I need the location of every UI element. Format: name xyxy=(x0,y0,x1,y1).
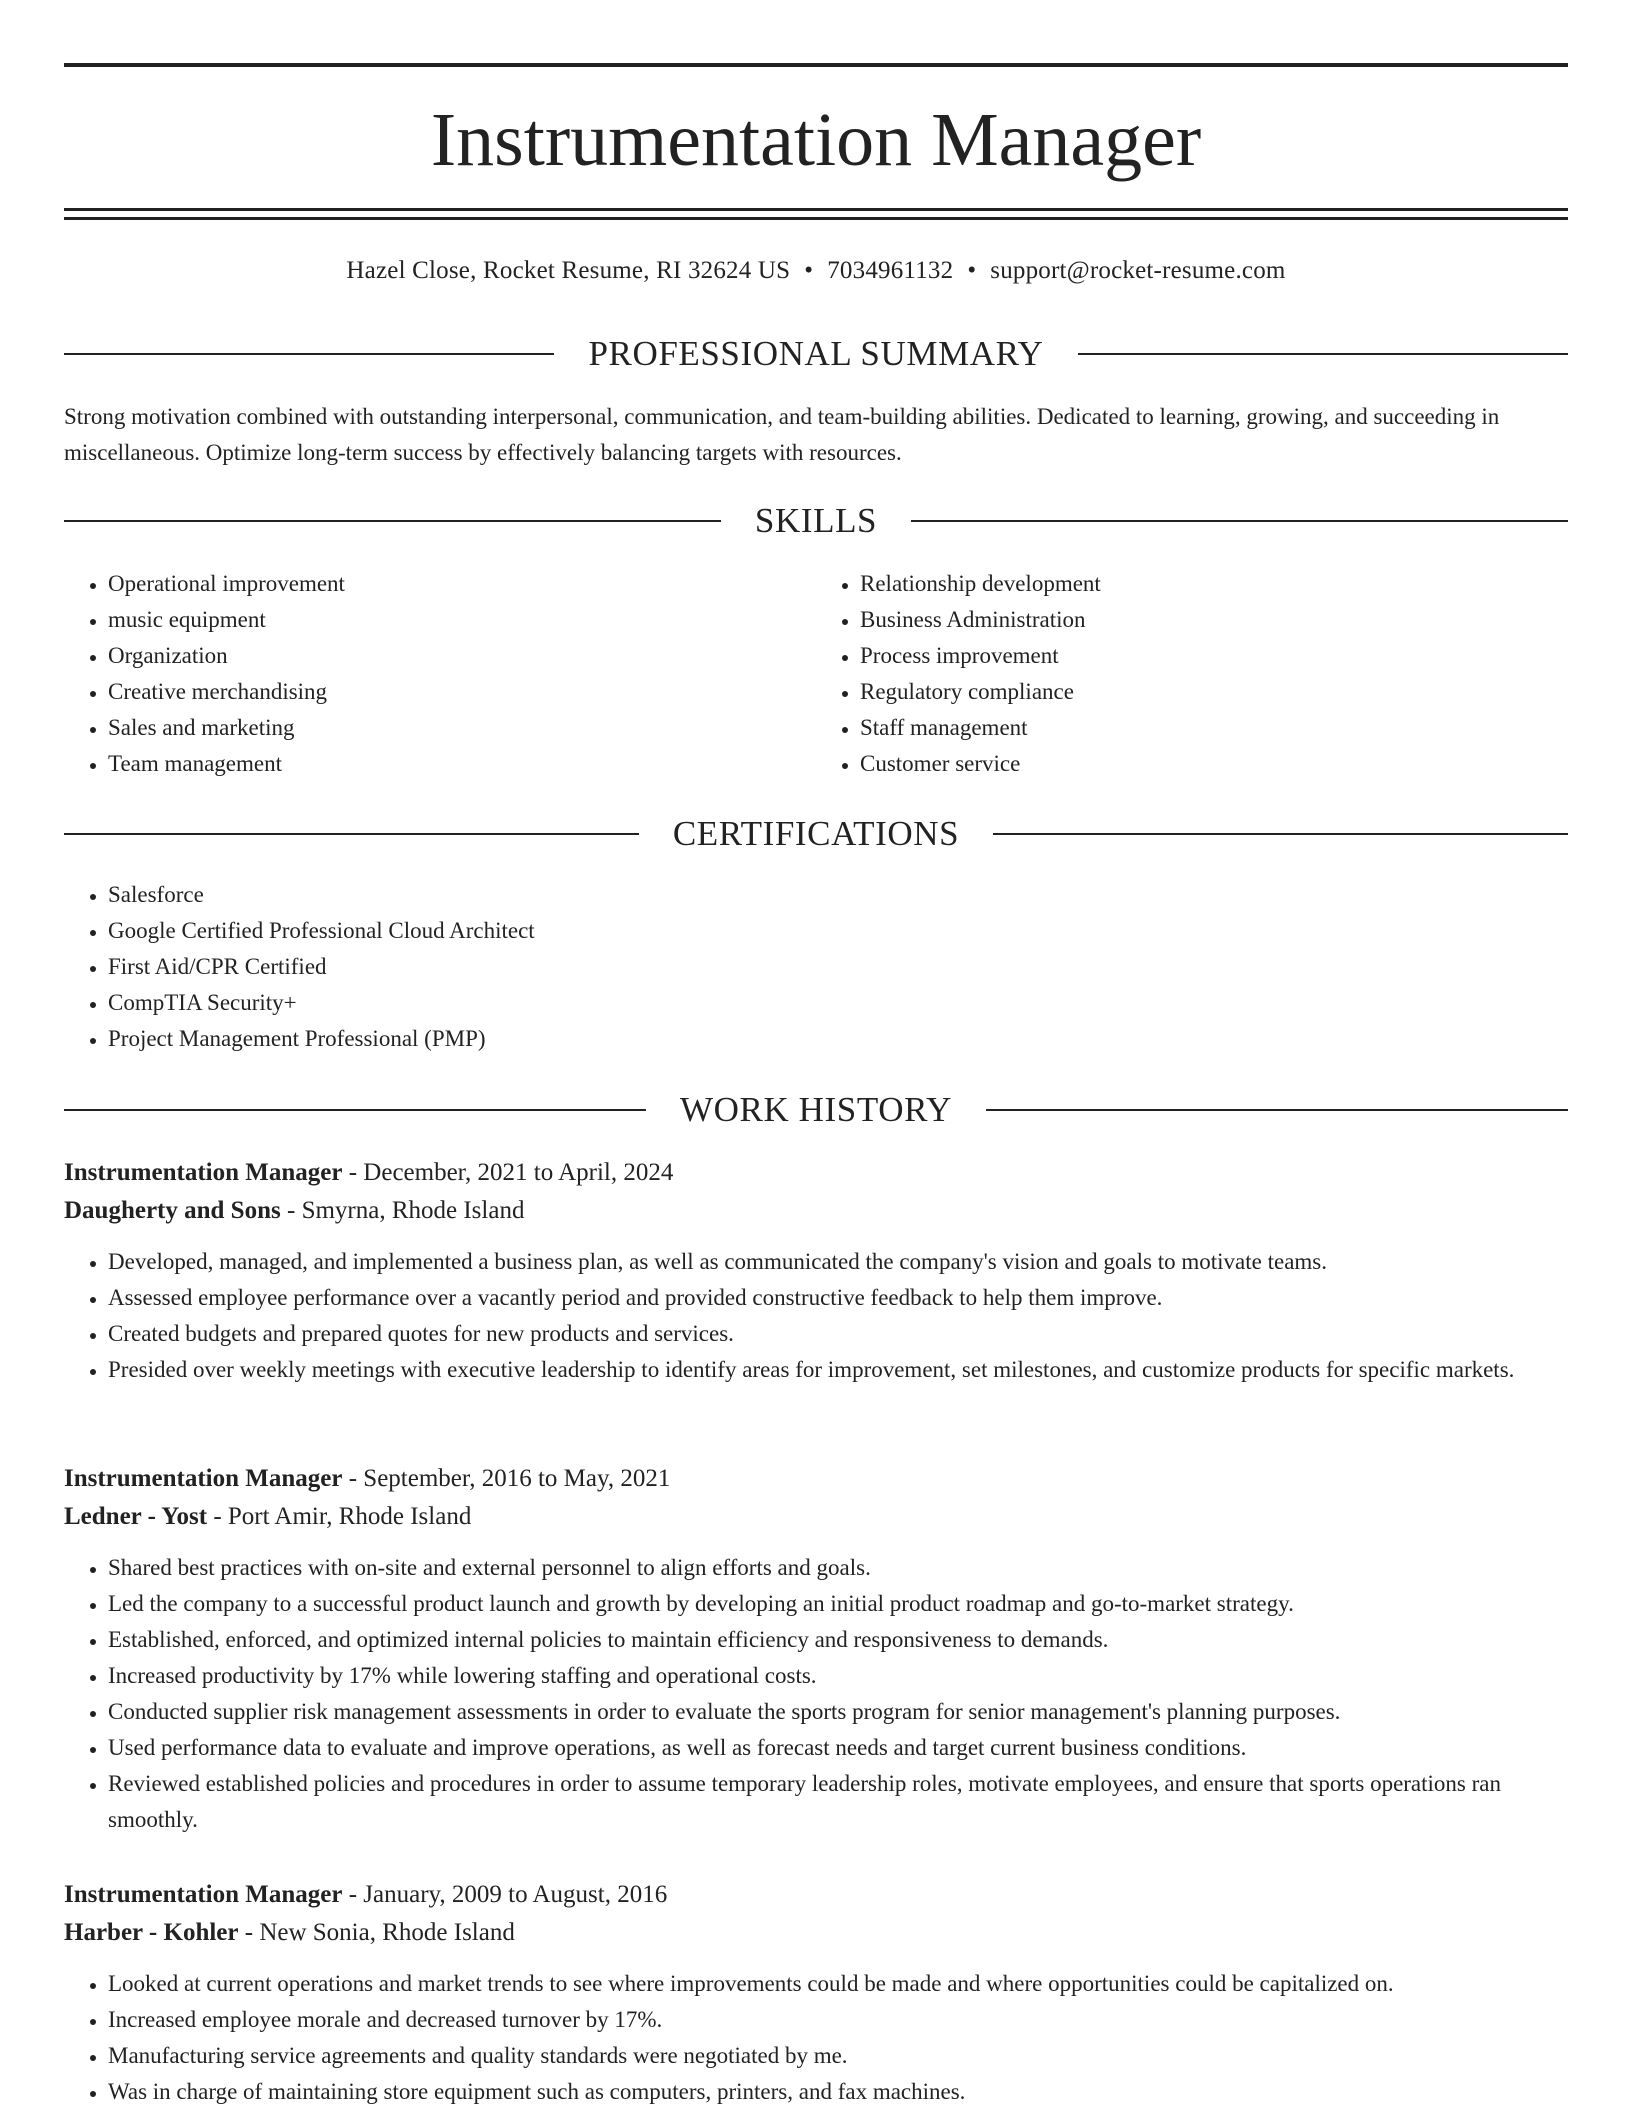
job-title-line: Instrumentation Manager - September, 2016 to May, 2021 xyxy=(64,1465,671,1492)
divider xyxy=(64,833,639,835)
skill-item: • Process improvement xyxy=(860,638,1568,674)
section-title: CERTIFICATIONS xyxy=(672,814,960,853)
skills-column-right xyxy=(816,566,1568,782)
divider xyxy=(911,520,1568,522)
job-dates: September, 2016 to May, 2021 xyxy=(363,1465,671,1492)
job-bullet: • Was in charge of maintaining store equipment such as computers, printers, and fax machines. xyxy=(108,2074,1568,2110)
job-company: Harber - Kohler xyxy=(64,1919,239,1946)
job-entry xyxy=(64,1876,1568,2110)
job-bullet: • Established, enforced, and optimized internal policies to maintain efficiency and responsiveness to demands. xyxy=(108,1622,1568,1658)
section-header-work-history xyxy=(64,1088,1568,1132)
skills-list xyxy=(64,566,1568,782)
job-dates: December, 2021 to April, 2024 xyxy=(363,1159,674,1186)
certification-item: • CompTIA Security+ xyxy=(108,985,1568,1021)
section-title: WORK HISTORY xyxy=(680,1090,952,1129)
certification-item: • Salesforce xyxy=(108,877,1568,913)
job-dates: January, 2009 to August, 2016 xyxy=(363,1881,668,1908)
skill-item: • music equipment xyxy=(108,602,816,638)
contact-separator: • xyxy=(967,257,977,284)
job-title-line: Instrumentation Manager - December, 2021 to April, 2024 xyxy=(64,1159,674,1186)
job-bullet: • Created budgets and prepared quotes for new products and services. xyxy=(108,1316,1568,1352)
summary-text: Strong motivation combined with outstanding interpersonal, communication, and team-building abilities. Dedicated to learning, growing, and succeeding in miscellaneous. Optimize long-term success by effectively balancing targets with resources. xyxy=(64,404,1500,465)
job-entry xyxy=(64,1460,1568,1838)
job-bullet: • Increased employee morale and decreased turnover by 17%. xyxy=(108,2002,1568,2038)
skill-item: • Customer service xyxy=(860,746,1568,782)
job-company-line: Harber - Kohler - New Sonia, Rhode Island xyxy=(64,1919,515,1946)
title-double-rule xyxy=(64,208,1568,220)
job-title: Instrumentation Manager xyxy=(64,1881,343,1908)
job-location: New Sonia, Rhode Island xyxy=(259,1919,515,1946)
job-bullet: • Conducted supplier risk management assessments in order to evaluate the sports program for senior management's planning purposes. xyxy=(108,1694,1568,1730)
contact-separator: • xyxy=(804,257,814,284)
section-header-certifications xyxy=(64,812,1568,856)
contact-address: Hazel Close, Rocket Resume, RI 32624 US xyxy=(346,257,791,284)
job-bullets xyxy=(64,1966,1568,2110)
job-bullet: • Reviewed established policies and procedures in order to assume temporary leadership roles, motivate employees, and ensure that sports operations ran smoothly. xyxy=(108,1766,1568,1838)
job-bullet: • Looked at current operations and market trends to see where improvements could be made and where opportunities could be capitalized on. xyxy=(108,1966,1568,2002)
contact-line xyxy=(64,254,1568,288)
job-company: Ledner - Yost xyxy=(64,1503,208,1530)
job-bullet: • Used performance data to evaluate and improve operations, as well as forecast needs and target current business conditions. xyxy=(108,1730,1568,1766)
divider xyxy=(986,1109,1568,1111)
certification-item: • Project Management Professional (PMP) xyxy=(108,1021,1568,1057)
contact-email: support@rocket-resume.com xyxy=(990,257,1286,284)
job-company: Daugherty and Sons xyxy=(64,1197,281,1224)
skill-item: • Staff management xyxy=(860,710,1568,746)
job-entry xyxy=(64,1154,1568,1388)
job-bullet: • Manufacturing service agreements and quality standards were negotiated by me. xyxy=(108,2038,1568,2074)
contact-phone: 7034961132 xyxy=(827,257,954,284)
skill-item: • Organization xyxy=(108,638,816,674)
divider xyxy=(1078,353,1568,355)
skills-column-left xyxy=(64,566,816,782)
job-title: Instrumentation Manager xyxy=(64,1465,343,1492)
job-bullet: • Presided over weekly meetings with executive leadership to identify areas for improvement, set milestones, and customize products for specific markets. xyxy=(108,1352,1568,1388)
skill-item: • Relationship development xyxy=(860,566,1568,602)
resume-title: Instrumentation Manager xyxy=(430,98,1202,182)
section-title: PROFESSIONAL SUMMARY xyxy=(588,334,1044,373)
certification-item: • Google Certified Professional Cloud Architect xyxy=(108,913,1568,949)
skill-item: • Team management xyxy=(108,746,816,782)
job-company-line: Daugherty and Sons - Smyrna, Rhode Island xyxy=(64,1197,525,1224)
job-bullets xyxy=(64,1244,1568,1388)
job-bullet: • Led the company to a successful product launch and growth by developing an initial product roadmap and go-to-market strategy. xyxy=(108,1586,1568,1622)
job-bullet: • Developed, managed, and implemented a business plan, as well as communicated the company's vision and goals to motivate teams. xyxy=(108,1244,1568,1280)
divider xyxy=(64,520,721,522)
job-title: Instrumentation Manager xyxy=(64,1159,343,1186)
section-header-summary xyxy=(64,332,1568,376)
skill-item: • Business Administration xyxy=(860,602,1568,638)
job-bullet: • Increased productivity by 17% while lowering staffing and operational costs. xyxy=(108,1658,1568,1694)
divider xyxy=(64,1109,646,1111)
certification-item: • First Aid/CPR Certified xyxy=(108,949,1568,985)
section-title: SKILLS xyxy=(754,501,878,540)
skill-item: • Operational improvement xyxy=(108,566,816,602)
job-location: Smyrna, Rhode Island xyxy=(301,1197,525,1224)
job-bullets xyxy=(64,1550,1568,1838)
divider xyxy=(993,833,1568,835)
skill-item: • Creative merchandising xyxy=(108,674,816,710)
job-bullet: • Shared best practices with on-site and external personnel to align efforts and goals. xyxy=(108,1550,1568,1586)
skill-item: • Sales and marketing xyxy=(108,710,816,746)
job-title-line: Instrumentation Manager - January, 2009 to August, 2016 xyxy=(64,1881,668,1908)
skill-item: • Regulatory compliance xyxy=(860,674,1568,710)
certifications-list xyxy=(64,877,1568,1057)
divider xyxy=(64,353,554,355)
section-header-skills xyxy=(64,499,1568,543)
job-location: Port Amir, Rhode Island xyxy=(227,1503,472,1530)
top-rule xyxy=(64,63,1568,67)
job-bullet: • Assessed employee performance over a vacantly period and provided constructive feedback to help them improve. xyxy=(108,1280,1568,1316)
job-company-line: Ledner - Yost - Port Amir, Rhode Island xyxy=(64,1503,472,1530)
